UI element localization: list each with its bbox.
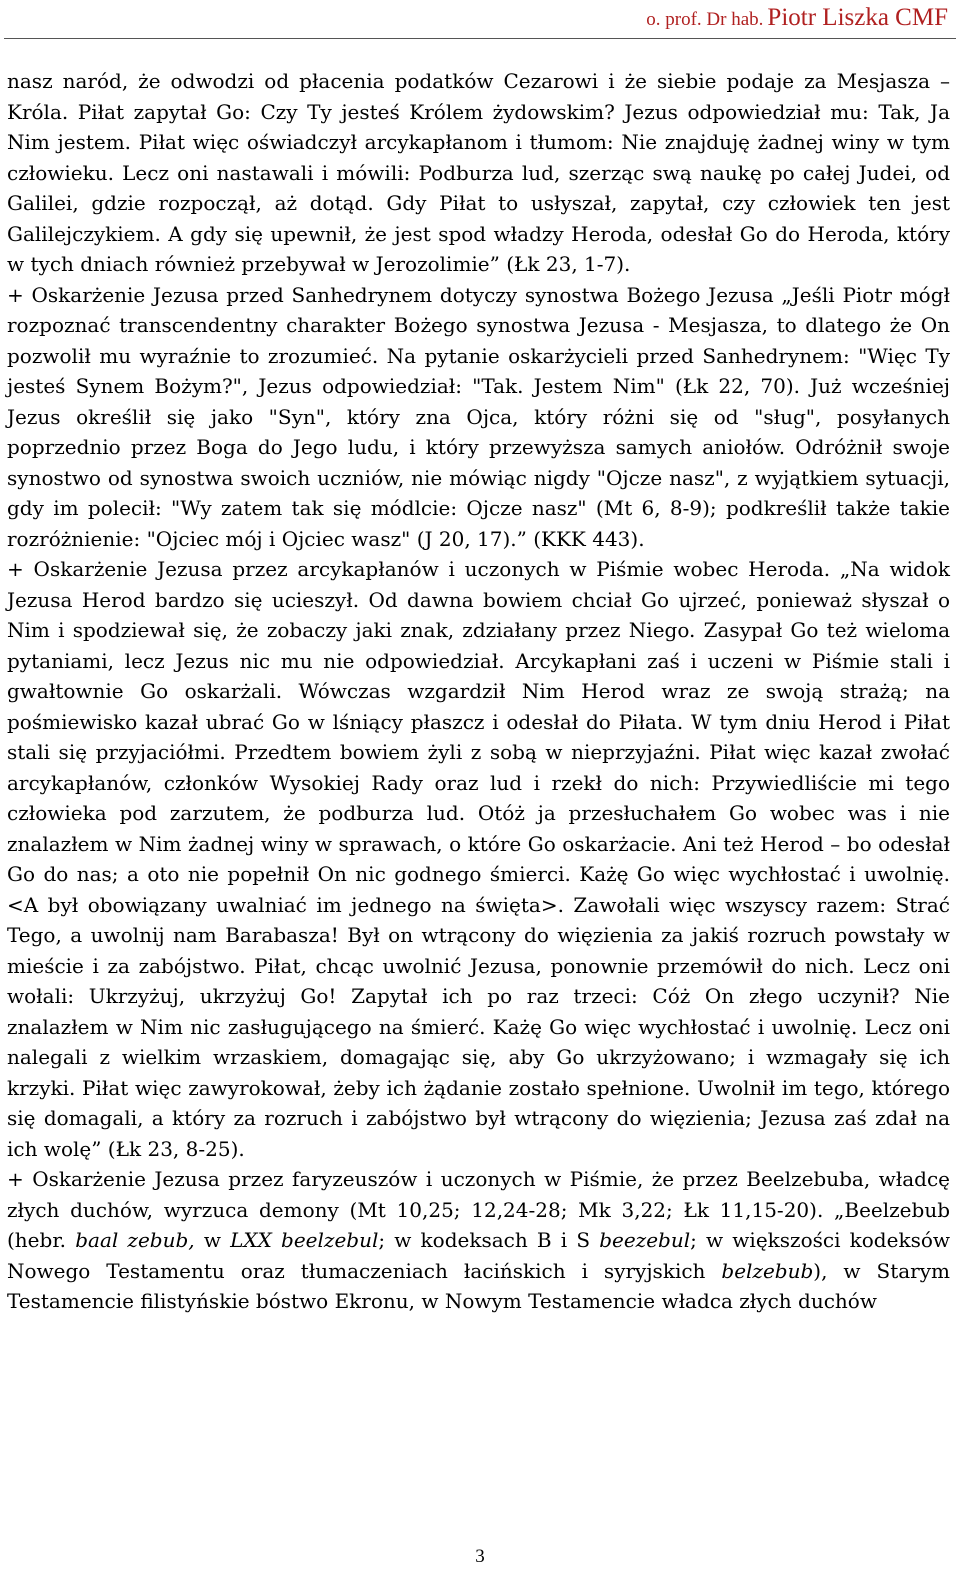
italic-term: baal zebub, (75, 1228, 195, 1252)
paragraph-herod-accusation (7, 554, 950, 1164)
header-prefix: o. prof. Dr hab. (646, 9, 764, 30)
text-run: + Oskarżenie Jezusa przed Sanhedrynem dotyczy synostwa Bożego Jezusa „Jeśli Piotr mógł rozpoznać transcendentny charakter Bożego synostwa Jezusa - Mesjasza, to dlatego że On pozwolił mu wyraźnie to zrozumieć. Na pytanie oskarżycieli przed Sanhedrynem: "Więc Ty jesteś Synem Bożym?", Jezus odpowiedział: "Tak. Jestem Nim" (Łk 22, 70). Już wcześniej Jezus określił się jako "Syn", który zna Ojca, który różni się od "sług", posyłanych poprzednio przez Boga do Jego ludu, i który przewyższa samych aniołów. Odróżnił swoje synostwo od synostwa swoich uczniów, nie mówiąc nigdy "Ojcze nasz", z wyjątkiem sytuacji, gdy im polecił: "Wy zatem tak się módlcie: Ojcze nasz" (Mt 6, 8-9); podkreślił także takie rozróżnienie: "Ojciec mój i Ojciec wasz" (J 20, 17).” (KKK 443). (7, 282, 950, 551)
paragraph-beelzebub-accusation (7, 1164, 950, 1317)
running-header (646, 4, 948, 32)
text-run: ; w większości kodeksów Nowego Testamentu oraz tłumaczeniach łacińskich i syryjskich (7, 1228, 950, 1283)
italic-term: belzebub (721, 1258, 814, 1283)
paragraph-sanhedrin-accusation (7, 280, 950, 555)
page-number: 3 (475, 1546, 485, 1567)
header-author: Piotr Liszka CMF (767, 4, 948, 31)
italic-term: LXX beelzebul (230, 1228, 379, 1252)
text-run: + Oskarżenie Jezusa przez arcykapłanów i uczonych w Piśmie wobec Heroda. „Na widok Jezusa Herod bardzo się ucieszył. Od dawna bowiem chciał Go ujrzeć, ponieważ słyszał o Nim i spodziewał się, że zobaczy jaki znak, zdziałany przez Niego. Zasypał Go też wieloma pytaniami, lecz Jezus nic mu nie odpowiedział. Arcykapłani zaś i uczeni w Piśmie stali i gwałtownie Go oskarżali. Wówczas wzgardził Nim Herod wraz ze swoją strażą; na pośmiewisko kazał ubrać Go w lśniący płaszcz i odesłał do Piłata. W tym dniu Herod i Piłat stali się przyjaciółmi. Przedtem bowiem żyli z sobą w nieprzyjaźni. Piłat więc kazał zwołać arcykapłanów, członków Wysokiej Rady oraz lud i rzekł do nich: Przywiedliście mi tego człowieka pod zarzutem, że podburza lud. Otóż ja przesłuchałem Go wobec was i nie znalazłem w Nim żadnej winy w sprawach, o które Go oskarżacie. Ani też Herod – bo odesłał Go do nas; a oto nie popełnił On nic godnego śmierci. Każę Go więc wychłostać i uwolnię. <A był obowiązany uwalniać im jednego na święta>. Zawołali więc wszyscy razem: Strać Tego, a uwolnij nam Barabasza! Był on wtrącony do więzienia za jakiś rozruch powstały w mieście i za zabójstwo. Piłat, chcąc uwolnić Jezusa, ponownie przemówił do nich. Lecz oni wołali: Ukrzyżuj, ukrzyżuj Go! Zapytał ich po raz trzeci: Cóż On złego uczynił? Nie znalazłem w Nim nic zasługującego na śmierć. Każę Go więc wychłostać i uwolnię. Lecz oni nalegali z wielkim wrzaskiem, domagając się, aby Go ukrzyżowano; i wzmagały się ich krzyki. Piłat więc zawyrokował, żeby ich żądanie zostało spełnione. Uwolnił im tego, którego się domagali, a który za rozruch i zabójstwo był wtrącony do więzienia; Jezusa zaś zdał na ich wolę” (Łk 23, 8-25). (7, 557, 950, 1161)
text-run: ), w Starym Testamencie filistyńskie bóstwo Ekronu, w Nowym Testamencie władca złych duchów (7, 1258, 950, 1313)
text-run: w (194, 1228, 231, 1252)
text-run: nasz naród, że odwodzi od płacenia podatków Cezarowi i że siebie podaje za Mesjasza – Króla. Piłat zapytał Go: Czy Ty jesteś Królem żydowskim? Jezus odpowiedział mu: Tak, Ja Nim jestem. Piłat więc oświadczył arcykapłanom i tłumom: Nie znajduję żadnej winy w tym człowieku. Lecz oni nastawali i mówili: Podburza lud, szerząc swą naukę po całej Judei, od Galilei, gdzie rozpoczął, aż dotąd. Gdy Piłat to usłyszał, zapytał, czy człowiek ten jest Galilejczykiem. A gdy się upewnił, że jest spod władzy Heroda, odesłał Go do Heroda, który w tych dniach również przebywał w Jerozolimie” (Łk 23, 1-7). (7, 69, 950, 276)
italic-term: beezebul (599, 1228, 691, 1252)
text-run: ; w kodeksach B i S (378, 1228, 600, 1252)
body-text (7, 66, 950, 1317)
text-run: + Oskarżenie Jezusa przez faryzeuszów i uczonych w Piśmie, że przez Beelzebuba, władcę złych duchów, wyrzuca demony (Mt 10,25; 12,24-28; Mk 3,22; Łk 11,15-20). „Beelzebub (hebr. (7, 1167, 950, 1252)
header-rule (4, 38, 956, 39)
paragraph-pilate-questioning (7, 66, 950, 280)
